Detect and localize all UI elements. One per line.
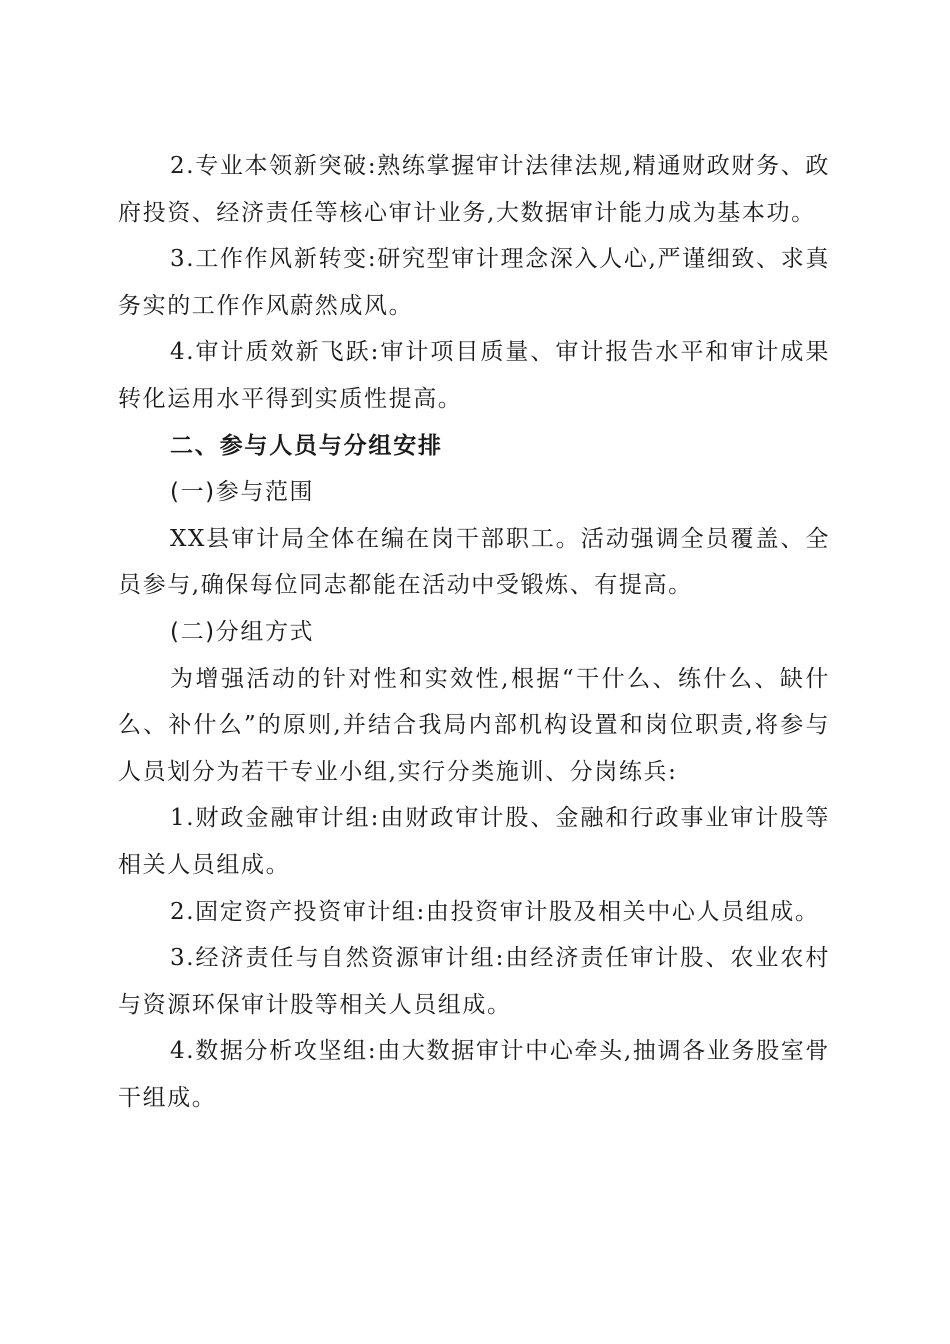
document-body — [118, 143, 830, 1121]
paragraph-professional-skills: 2.专业本领新突破:熟练掌握审计法律法规,精通财政财务、政府投资、经济责任等核心审计业务,大数据审计能力成为基本功。 — [118, 153, 830, 226]
section-heading-participants: 二、参与人员与分组安排 — [170, 432, 443, 459]
list-item-data-analysis-group: 4.数据分析攻坚组:由大数据审计中心牵头,抽调各业务股室骨干组成。 — [118, 1038, 830, 1111]
list-item-economic-responsibility-group: 3.经济责任与自然资源审计组:由经济责任审计股、农业农村与资源环保审计股等相关人员组成。 — [118, 945, 830, 1018]
list-item-finance-group: 1.财政金融审计组:由财政审计股、金融和行政事业审计股等相关人员组成。 — [118, 805, 830, 878]
paragraph-grouping-intro: 为增强活动的针对性和实效性,根据“干什么、练什么、缺什么、补什么”的原则,并结合我局内部机构设置和岗位职责,将参与人员划分为若干专业小组,实行分类施训、分岗练兵: — [118, 665, 830, 785]
subheading-scope: (一)参与范围 — [170, 479, 315, 506]
paragraph-work-style: 3.工作作风新转变:研究型审计理念深入人心,严谨细致、求真务实的工作作风蔚然成风。 — [118, 246, 830, 319]
list-item-investment-group: 2.固定资产投资审计组:由投资审计股及相关中心人员组成。 — [170, 898, 820, 925]
paragraph-audit-quality: 4.审计质效新飞跃:审计项目质量、审计报告水平和审计成果转化运用水平得到实质性提高。 — [118, 339, 830, 412]
paragraph-scope: XX县审计局全体在编在岗干部职工。活动强调全员覆盖、全员参与,确保每位同志都能在活动中受锻炼、有提高。 — [118, 525, 830, 599]
subheading-grouping: (二)分组方式 — [170, 618, 315, 645]
